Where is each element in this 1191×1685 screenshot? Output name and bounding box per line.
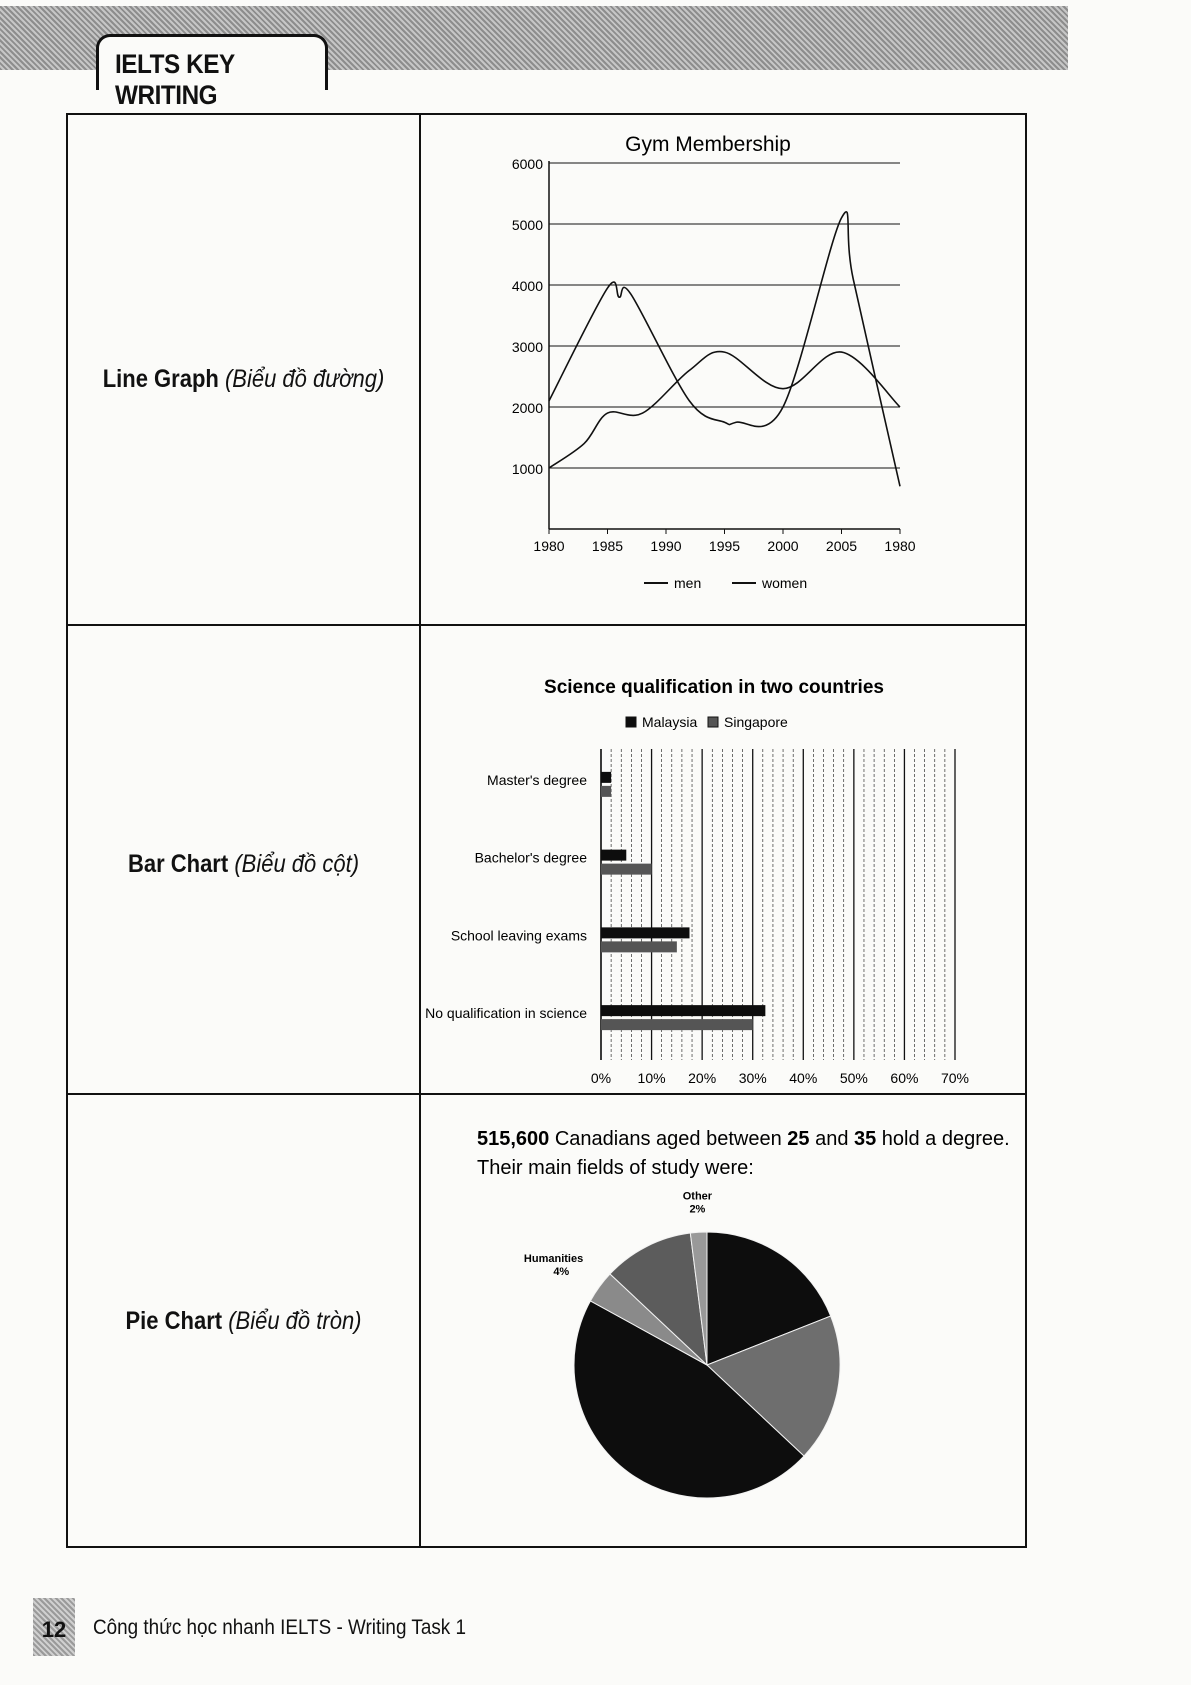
pie-title-part: and [809, 1128, 854, 1150]
category-label: School leaving exams [450, 927, 587, 944]
bar-singapore [601, 1019, 753, 1030]
bar-singapore [601, 864, 652, 875]
x-tick-label: 1980 [884, 538, 916, 554]
x-tick-label: 50% [839, 1070, 868, 1086]
row-label-italic: (Biểu đồ đường) [224, 365, 385, 393]
series-line-women [549, 352, 900, 468]
legend-swatch [626, 717, 636, 727]
bar-chart-title: Science qualification in two countries [544, 677, 884, 698]
y-tick-label: 6000 [511, 156, 543, 172]
x-tick-label: 1985 [591, 538, 624, 554]
bar-malaysia [601, 927, 690, 938]
bar-malaysia [601, 850, 626, 861]
x-tick-label: 30% [738, 1070, 767, 1086]
x-tick-label: 1980 [533, 538, 565, 554]
legend-label: Malaysia [642, 714, 698, 730]
x-tick-label: 2000 [767, 538, 799, 554]
x-tick-label: 2005 [825, 538, 858, 554]
y-tick-label: 3000 [511, 339, 543, 355]
row-label-bold: Line Graph [102, 365, 219, 393]
legend-label: women [762, 575, 808, 591]
bar-malaysia [601, 772, 611, 783]
header-tab [96, 34, 328, 110]
row-label-bold: Pie Chart [125, 1307, 223, 1335]
pie-chart-subtitle: Their main fields of study were: [477, 1157, 754, 1179]
slice-label: Other [682, 1190, 713, 1203]
row-label-pie-chart [89, 1307, 398, 1336]
pie-title-part: hold a degree. [876, 1128, 1010, 1150]
category-label: No qualification in science [425, 1005, 587, 1022]
line-chart-title: Gym Membership [625, 133, 791, 156]
header-title: IELTS KEY WRITING [115, 49, 235, 110]
bar-singapore [601, 941, 677, 952]
pie-title-part: 35 [854, 1128, 877, 1150]
category-label: Bachelor's degree [474, 849, 587, 866]
footer-text: Công thức học nhanh IELTS - Writing Task 1 [93, 1616, 466, 1639]
y-tick-label: 1000 [511, 461, 543, 477]
page-number: 12 [33, 1598, 75, 1656]
x-tick-label: 70% [940, 1070, 970, 1086]
x-tick-label: 0% [590, 1070, 612, 1086]
x-tick-label: 1990 [650, 538, 682, 554]
x-tick-label: 40% [789, 1070, 818, 1086]
pie-chart [421, 1095, 1027, 1548]
bar-chart-cell [421, 626, 1027, 1093]
line-graph [421, 115, 1027, 624]
legend-label: Singapore [724, 714, 788, 730]
row-label-italic: (Biểu đồ tròn) [228, 1307, 362, 1335]
y-tick-label: 5000 [511, 217, 543, 233]
row-label-bar-chart [89, 850, 398, 879]
row-label-line-graph [89, 365, 398, 394]
slice-label: Humanities [523, 1253, 584, 1266]
y-tick-label: 4000 [511, 278, 543, 294]
legend-swatch [708, 717, 718, 727]
x-tick-label: 10% [637, 1070, 666, 1086]
category-label: Master's degree [487, 771, 587, 788]
chart-types-table [66, 113, 1027, 1548]
x-tick-label: 60% [890, 1070, 919, 1086]
pie-chart-title [477, 1128, 1010, 1150]
pie-title-part: Canadians aged between [549, 1128, 788, 1150]
bar-malaysia [601, 1005, 765, 1016]
legend-label: men [674, 575, 702, 591]
pie-chart-cell [421, 1095, 1027, 1548]
x-tick-label: 20% [688, 1070, 717, 1086]
bar-chart [421, 626, 1027, 1093]
pie-title-part: 25 [787, 1128, 810, 1150]
row-label-italic: (Biểu đồ cột) [234, 850, 360, 878]
x-tick-label: 1995 [708, 538, 741, 554]
y-tick-label: 2000 [511, 400, 543, 416]
series-line-men [549, 212, 900, 487]
pie-title-part: 515,600 [477, 1128, 550, 1150]
line-graph-cell [421, 115, 1027, 624]
slice-percent: 4% [553, 1266, 570, 1279]
row-label-bold: Bar Chart [127, 850, 229, 878]
bar-singapore [601, 786, 611, 797]
slice-percent: 2% [689, 1203, 706, 1216]
